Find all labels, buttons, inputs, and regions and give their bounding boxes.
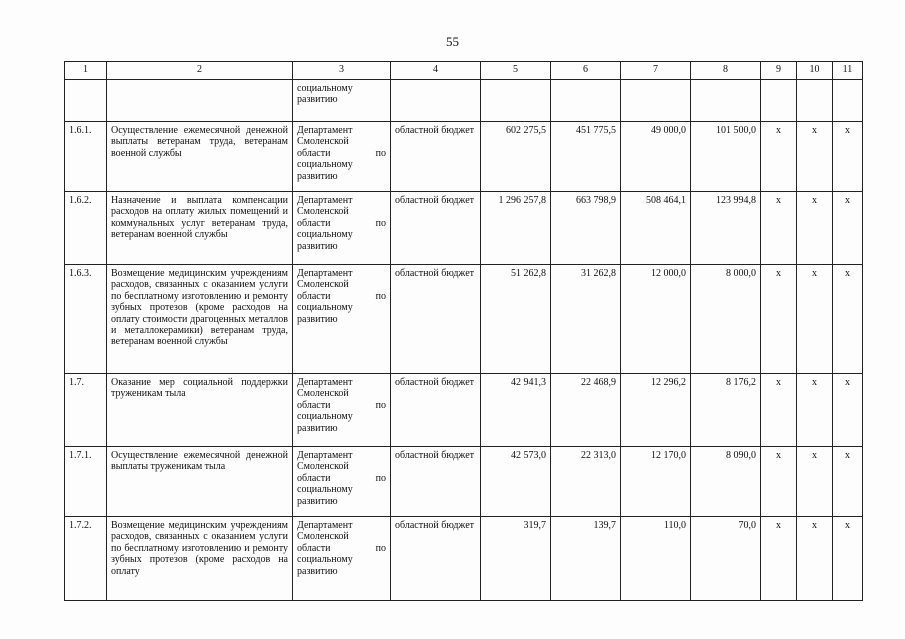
dept-line: развитию [297,422,338,434]
dept-line: развитию [297,313,338,325]
row-mark: х [797,374,833,447]
row-description: Возмещение медицинским учреждениям расходов, связанных с оказанием услуги по бесплатному изготовлению и ремонту зубных протезов (кроме расходов на оплату стоимости драгоценных металлов и металлокерамики) ветеранам труда, ветеранам военной службы [107,265,293,374]
row-mark: х [833,447,863,517]
row-mark: х [761,374,797,447]
dept-line: социальному [297,159,353,171]
page-number: 55 [446,34,459,49]
dept-word: области [297,217,331,229]
dept-line: Смоленской [297,461,349,473]
continuation-row [65,80,863,122]
table-row [65,122,863,192]
col-header: 11 [833,62,863,80]
row-budget: областной бюджет [391,447,481,517]
row-mark: х [833,374,863,447]
col-header: 9 [761,62,797,80]
dept-line [297,148,386,159]
dept-line: социальному [297,229,353,241]
row-amount-year1: 31 262,8 [551,265,621,374]
dept-word: области [297,472,331,484]
dept-line [297,543,386,554]
table-row [65,374,863,447]
col-header: 7 [621,62,691,80]
dept-word: области [297,290,331,302]
row-amount-year3: 8 000,0 [691,265,761,374]
row-description: Оказание мер социальной поддержки труженикам тыла [107,374,293,447]
row-amount-year3: 101 500,0 [691,122,761,192]
table-row [65,517,863,601]
row-mark: х [833,192,863,265]
dept-line: Департамент [297,377,353,388]
row-amount-year2: 12 296,2 [621,374,691,447]
col-header: 2 [107,62,293,80]
row-budget: областной бюджет [391,374,481,447]
row-budget: областной бюджет [391,265,481,374]
row-number: 1.7. [65,374,107,447]
row-department [293,447,391,517]
row-mark: х [797,265,833,374]
row-mark: х [761,517,797,601]
row-mark: х [797,517,833,601]
dept-line: социальному [297,554,353,566]
continuation-text: социальному развитию [293,80,391,122]
dept-line: развитию [297,565,338,577]
dept-line: социальному [297,302,353,314]
row-number: 1.7.1. [65,447,107,517]
col-header: 4 [391,62,481,80]
dept-word: по [375,217,386,229]
dept-line: Смоленской [297,531,349,543]
dept-line: Смоленской [297,136,349,148]
row-amount-year3: 8 176,2 [691,374,761,447]
row-amount-total: 1 296 257,8 [481,192,551,265]
row-amount-year1: 663 798,9 [551,192,621,265]
row-amount-total: 42 573,0 [481,447,551,517]
dept-line [297,473,386,484]
header-row [65,62,863,80]
dept-line: Департамент [297,450,353,461]
row-number: 1.6.3. [65,265,107,374]
dept-word: области [297,542,331,554]
row-mark: х [797,122,833,192]
row-department [293,265,391,374]
budget-table [64,61,863,601]
row-mark: х [761,122,797,192]
row-amount-year2: 49 000,0 [621,122,691,192]
row-description: Назначение и выплата компенсации расходов на оплату жилых помещений и коммунальных услуг ветеранам труда, ветеранам военной службы [107,192,293,265]
row-department [293,374,391,447]
row-description: Осуществление ежемесячной денежной выплаты ветеранам труда, ветеранам военной службы [107,122,293,192]
col-header: 6 [551,62,621,80]
dept-line: Департамент [297,520,353,531]
col-header: 1 [65,62,107,80]
dept-line: Смоленской [297,206,349,218]
row-mark: х [797,447,833,517]
row-mark: х [833,265,863,374]
row-number: 1.6.2. [65,192,107,265]
row-amount-year3: 8 090,0 [691,447,761,517]
row-number: 1.7.2. [65,517,107,601]
row-amount-total: 602 275,5 [481,122,551,192]
dept-word: области [297,147,331,159]
row-amount-year1: 22 468,9 [551,374,621,447]
dept-word: по [375,472,386,484]
row-mark: х [761,265,797,374]
row-amount-total: 319,7 [481,517,551,601]
col-header: 10 [797,62,833,80]
row-amount-total: 51 262,8 [481,265,551,374]
row-amount-year2: 12 170,0 [621,447,691,517]
row-mark: х [761,192,797,265]
row-amount-total: 42 941,3 [481,374,551,447]
row-amount-year2: 12 000,0 [621,265,691,374]
dept-line [297,218,386,229]
row-amount-year2: 110,0 [621,517,691,601]
dept-line: социальному [297,411,353,423]
row-budget: областной бюджет [391,192,481,265]
row-amount-year3: 123 994,8 [691,192,761,265]
row-amount-year2: 508 464,1 [621,192,691,265]
row-mark: х [797,192,833,265]
row-amount-year1: 22 313,0 [551,447,621,517]
dept-line: Смоленской [297,388,349,400]
dept-word: по [375,290,386,302]
row-mark: х [833,122,863,192]
table-row [65,265,863,374]
row-department [293,122,391,192]
dept-line: Департамент [297,195,353,206]
row-department [293,192,391,265]
col-header: 3 [293,62,391,80]
row-budget: областной бюджет [391,517,481,601]
row-budget: областной бюджет [391,122,481,192]
dept-line: Департамент [297,125,353,136]
dept-word: области [297,399,331,411]
row-amount-year3: 70,0 [691,517,761,601]
table-row [65,192,863,265]
row-amount-year1: 451 775,5 [551,122,621,192]
table-row [65,447,863,517]
row-mark: х [761,447,797,517]
row-mark: х [833,517,863,601]
row-description: Осуществление ежемесячной денежной выплаты труженикам тыла [107,447,293,517]
row-description: Возмещение медицинским учреждениям расходов, связанных с оказанием услуги по бесплатному изготовлению и ремонту зубных протезов (кроме расходов на оплату [107,517,293,601]
dept-line [297,400,386,411]
col-header: 5 [481,62,551,80]
row-department [293,517,391,601]
dept-word: по [375,542,386,554]
dept-line: развитию [297,170,338,182]
dept-line: Смоленской [297,279,349,291]
col-header: 8 [691,62,761,80]
dept-word: по [375,147,386,159]
dept-line: Департамент [297,268,353,279]
dept-line [297,291,386,302]
row-number: 1.6.1. [65,122,107,192]
dept-line: социальному [297,484,353,496]
dept-line: развитию [297,240,338,252]
dept-word: по [375,399,386,411]
dept-line: развитию [297,495,338,507]
row-amount-year1: 139,7 [551,517,621,601]
